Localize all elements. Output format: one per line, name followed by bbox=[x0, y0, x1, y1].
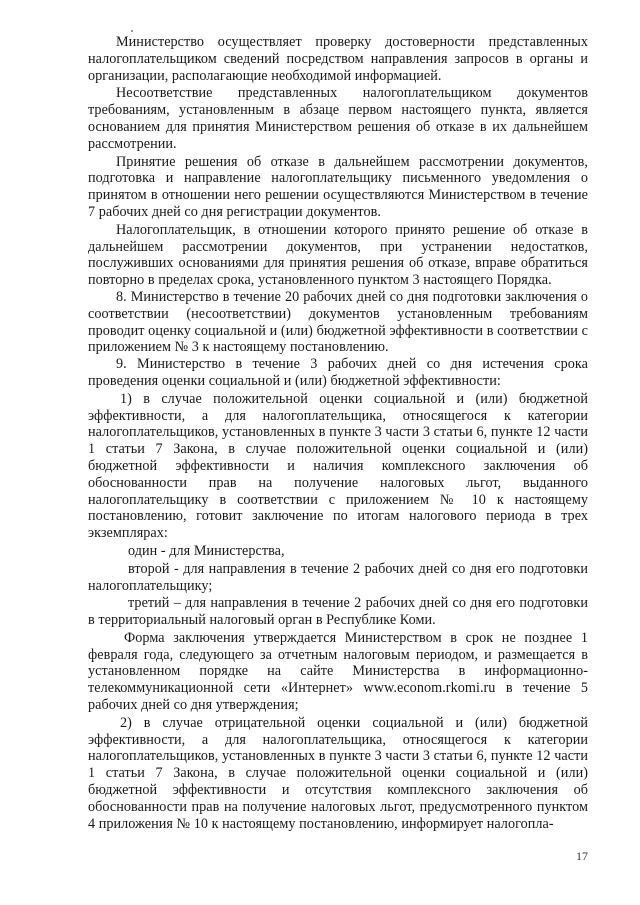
paragraph-copy-two: второй - для направления в течение 2 рабочих дней со дня его подготовки налогоплательщику; bbox=[88, 560, 588, 594]
paragraph-item-9: 9. Министерство в течение 3 рабочих дней со дня истечения срока проведения оценки социальной и (или) бюджетной эффективности: bbox=[88, 356, 588, 389]
paragraph-subitem-1: 1) в случае положительной оценки социальной и (или) бюджетной эффективности, а для налогоплательщика, относящегося к категории налогоплательщиков, установленных в пункте 3 части 3 статьи 6, пункте 12 части 1 статьи 7 Закона, в случае положительной оценки социальной и (или) бюджетной эффективности и наличия комплексного заключения об обоснованности прав на получение налоговых льгот, выданного налогоплательщику в соответствии с приложением № 10 к настоящему постановлению, готовит заключение по итогам налогового периода в трех экземплярах: bbox=[88, 390, 588, 542]
paragraph-copy-three: третий – для направления в течение 2 рабочих дней со дня его подготовки в территориальный налоговый орган в Республике Коми. bbox=[88, 595, 588, 629]
paragraph-refusal-decision: Принятие решения об отказе в дальнейшем рассмотрении документов, подготовка и направление налогоплательщику письменного уведомления о принятом в отношении него решении осуществляются Министерством в течение 7 рабочих дней со дня регистрации документов. bbox=[88, 153, 588, 220]
scan-speck bbox=[131, 30, 133, 32]
paragraph-subitem-2: 2) в случае отрицательной оценки социальной и (или) бюджетной эффективности, а для налогоплательщика, относящегося к категории налогоплательщиков, установленных в пункте 3 части 3 статьи 6, пункте 12 части 1 статьи 7 Закона, в случае положительной оценки социальной и (или) бюджетной эффективности и отсутствия комплексного заключения об обоснованности прав на получение налоговых льгот, предусмотренного пунктом 4 приложения № 10 к настоящему постановлению, информирует налогопла- bbox=[88, 714, 588, 832]
paragraph-reapplication: Налогоплательщик, в отношении которого принято решение об отказе в дальнейшем рассмотрении документов, при устранении недостатков, послуживших основаниями для принятия решения об отказе, вправе обратиться повторно в пределах срока, установленного пунктом 3 настоящего Порядка. bbox=[88, 221, 588, 289]
paragraph-item-8: 8. Министерство в течение 20 рабочих дней со дня подготовки заключения о соответствии (несоответствии) документов установленным требованиям проводит оценку социальной и (или) бюджетной эффективности в соответствии с приложением № 3 к настоящему постановлению. bbox=[88, 288, 588, 356]
paragraph-noncompliance: Несоответствие представленных налогоплательщиком документов требованиям, установленным в абзаце первом настоящего пункта, является основанием для принятия Министерством решения об отказе в их дальнейшем рассмотрении. bbox=[88, 85, 588, 152]
paragraph-verification: Министерство осуществляет проверку достоверности представленных налогоплательщиком сведений посредством направления запросов в органы и организации, располагающие необходимой информацией. bbox=[88, 34, 588, 84]
paragraph-copy-one: один - для Министерства, bbox=[128, 542, 285, 559]
document-page bbox=[88, 34, 588, 832]
paragraph-form-approval: Форма заключения утверждается Министерством в срок не позднее 1 февраля года, следующего за отчетным налоговым периодом, и размещается в установленном порядке на сайте Министерства в информационно-телекоммуникационной сети «Интернет» www.econom.rkomi.ru в течение 5 рабочих дней со дня утверждения; bbox=[88, 629, 588, 714]
page-number: 17 bbox=[576, 849, 588, 863]
